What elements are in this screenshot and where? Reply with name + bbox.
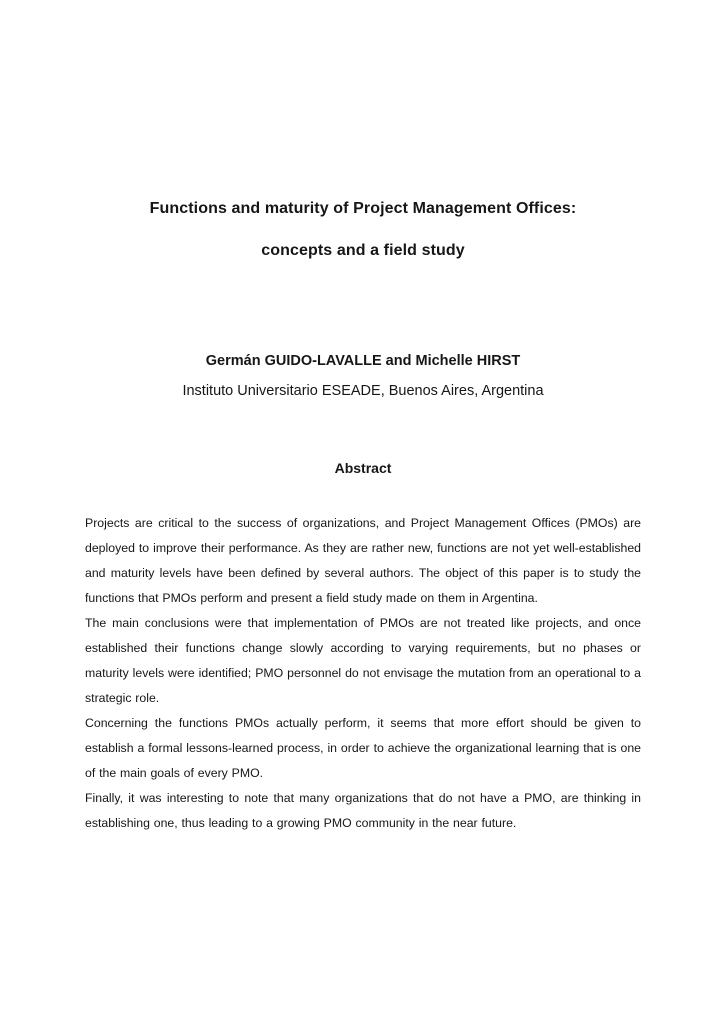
- affiliation-line: Instituto Universitario ESEADE, Buenos Aires, Argentina: [182, 383, 544, 399]
- abstract-heading: Abstract: [334, 460, 392, 476]
- abstract-body: [85, 511, 641, 836]
- abstract-paragraph: The main conclusions were that implementation of PMOs are not treated like projects, and once established their functions change slowly according to varying requirements, but no phases or maturity levels were identified; PMO personnel do not envisage the mutation from an operational to a strategic role.: [85, 616, 641, 705]
- paper-title: [85, 188, 641, 272]
- authors-line: Germán GUIDO-LAVALLE and Michelle HIRST: [205, 353, 521, 369]
- paper-title-line-2: concepts and a field study: [261, 242, 465, 259]
- abstract-paragraph: Finally, it was interesting to note that many organizations that do not have a PMO, are thinking in establishing one, thus leading to a growing PMO community in the near future.: [85, 791, 641, 830]
- abstract-paragraph: Projects are critical to the success of organizations, and Project Management Offices (PMOs) are deployed to improve their performance. As they are rather new, functions are not yet well-established and maturity levels have been defined by several authors. The object of this paper is to study the functions that PMOs perform and present a field study made on them in Argentina.: [85, 516, 641, 605]
- page-content: [85, 0, 641, 836]
- abstract-paragraph: Concerning the functions PMOs actually perform, it seems that more effort should be given to establish a formal lessons-learned process, in order to achieve the organizational learning that is one of the main goals of every PMO.: [85, 716, 641, 780]
- author-block: [85, 346, 641, 406]
- paper-title-line-1: Functions and maturity of Project Management Offices:: [149, 200, 577, 217]
